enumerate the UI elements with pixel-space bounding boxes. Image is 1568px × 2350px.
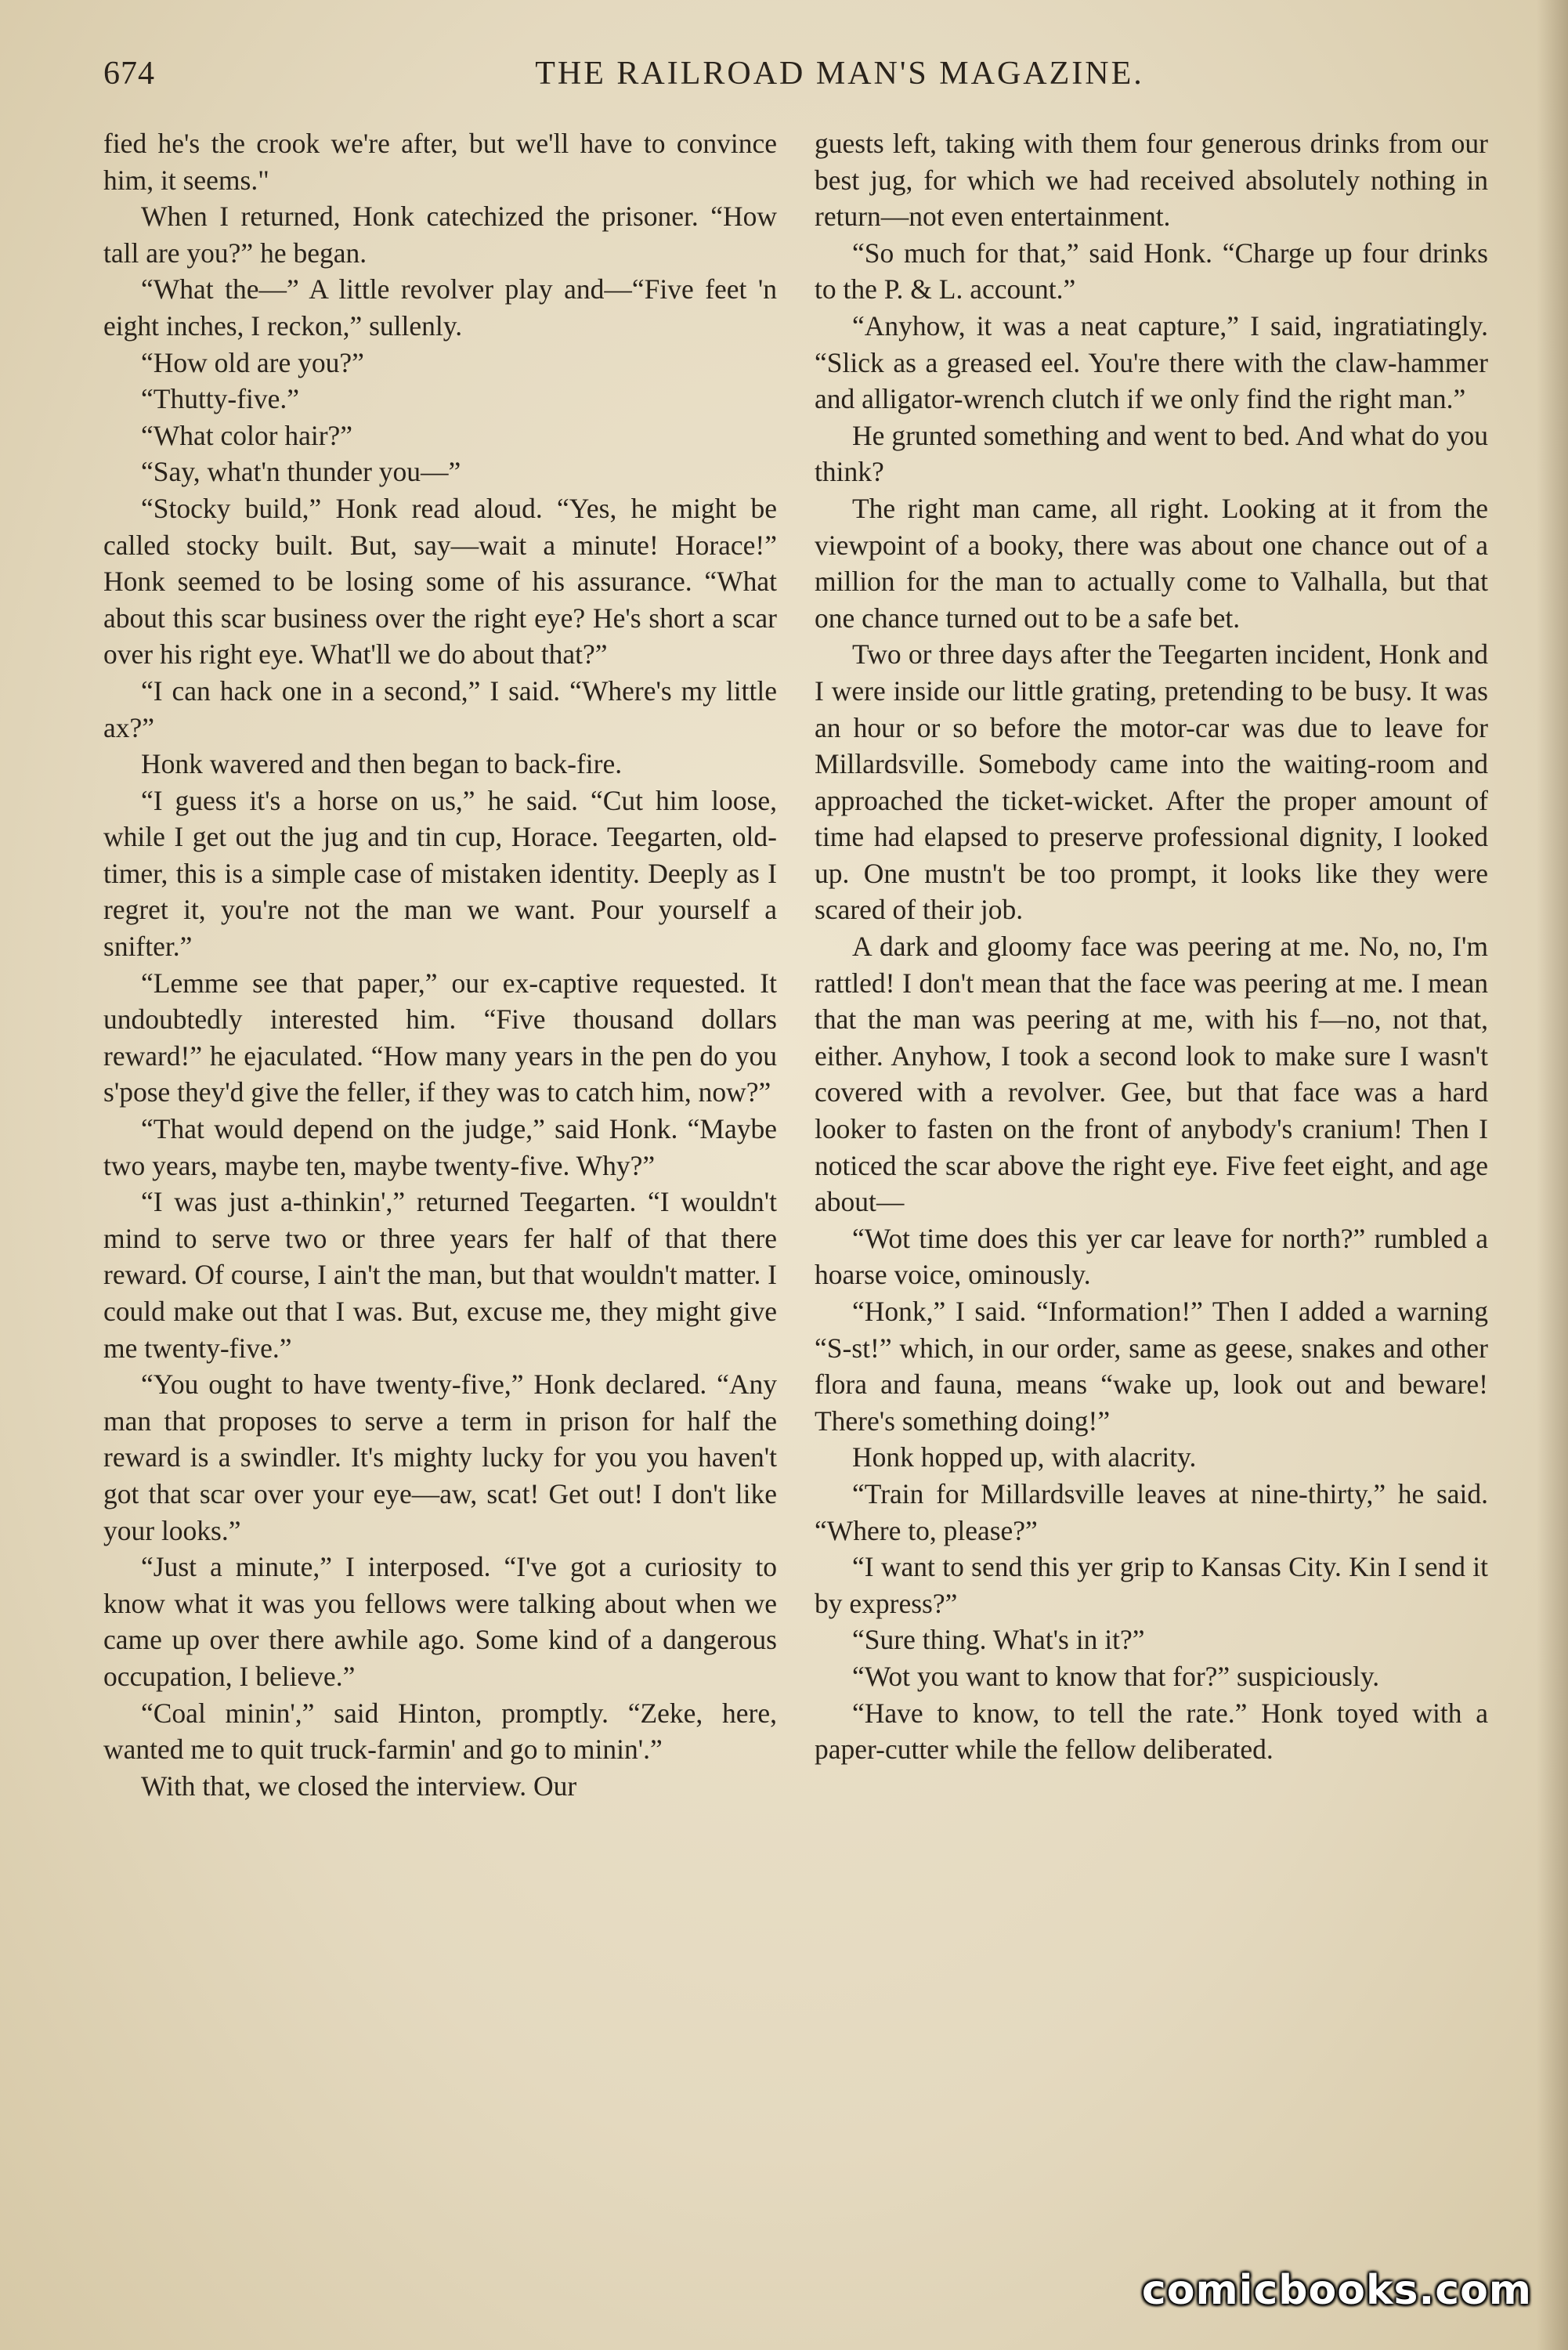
paragraph: “Anyhow, it was a neat capture,” I said, ingratiatingly. “Slick as a greased eel. You're there with the claw-hammer and alligator-wrench clutch if we only find the right man.” — [815, 309, 1488, 415]
paragraph: When I returned, Honk catechized the prisoner. “How tall are you?” he began. — [103, 201, 777, 269]
paragraph: guests left, taking with them four generous drinks from our best jug, for which we had received absolutely nothing in return—not even entertainment. — [815, 128, 1488, 233]
paragraph: “You ought to have twenty-five,” Honk declared. “Any man that proposes to serve a term in prison for half the reward is a swindler. It's mighty lucky for you you haven't got that scar over your eye—aw, scat! Get out! I don't like your looks.” — [103, 1368, 777, 1546]
paragraph: “I want to send this yer grip to Kansas City. Kin I send it by express?” — [815, 1551, 1488, 1619]
paragraph: “Coal minin',” said Hinton, promptly. “Zeke, here, wanted me to quit truck-farmin' and go to minin'.” — [103, 1697, 777, 1766]
paragraph: “Lemme see that paper,” our ex-captive requested. It undoubtedly interested him. “Five thousand dollars reward!” he ejaculated. “How many years in the pen do you s'pose they'd give the feller, if they was to catch him, now?” — [103, 967, 777, 1108]
page-edge-shadow — [1537, 0, 1568, 2350]
left-column — [103, 125, 777, 1804]
site-watermark: comicbooks.com — [1141, 2267, 1532, 2314]
magazine-title: THE RAILROAD MAN'S MAGAZINE. — [535, 56, 1144, 92]
paragraph: The right man came, all right. Looking at it from the viewpoint of a booky, there was about one chance out of a million for the man to actually come to Valhalla, but that one chance turned out to be a safe bet. — [815, 492, 1488, 634]
paragraph: “What color hair?” — [141, 419, 353, 451]
page-number: 674 — [103, 56, 155, 92]
paragraph: “Sure thing. What's in it?” — [852, 1624, 1145, 1656]
paragraph: “Say, what'n thunder you—” — [141, 456, 461, 488]
paragraph: “That would depend on the judge,” said Honk. “Maybe two years, maybe ten, maybe twenty-five. Why?” — [103, 1113, 777, 1181]
paragraph: “Wot you want to know that for?” suspiciously. — [852, 1660, 1380, 1692]
paragraph: “I can hack one in a second,” I said. “Where's my little ax?” — [103, 674, 777, 743]
paragraph: “Wot time does this yer car leave for north?” rumbled a hoarse voice, ominously. — [815, 1222, 1488, 1291]
paragraph: “Just a minute,” I interposed. “I've got a curiosity to know what it was you fellows were talking about when we came up over there awhile ago. Some kind of a dangerous occupation, I believe.” — [103, 1551, 777, 1692]
paragraph: “So much for that,” said Honk. “Charge up four drinks to the P. & L. account.” — [815, 237, 1488, 306]
paragraph: “I guess it's a horse on us,” he said. “Cut him loose, while I get out the jug and tin cup, Horace. Teegarten, old-timer, this is a simple case of mistaken identity. Deeply as I regret it, you're not the man we want. Pour yourself a snifter.” — [103, 784, 777, 963]
paragraph: Two or three days after the Teegarten incident, Honk and I were inside our little grating, pretending to be busy. It was an hour or so before the motor-car was due to leave for Millardsville. Somebody came into the waiting-room and approached the ticket-wicket. After the proper amount of time had elapsed to preserve professional dignity, I looked up. One mustn't be too prompt, it looks like they were scared of their job. — [815, 638, 1488, 926]
paragraph: “Honk,” I said. “Information!” Then I added a warning “S-st!” which, in our order, same as geese, snakes and other flora and fauna, means “wake up, look out and beware! There's something doing!” — [815, 1296, 1488, 1437]
paragraph: Honk wavered and then began to back-fire. — [141, 748, 623, 780]
page-header — [103, 49, 1482, 103]
paragraph: He grunted something and went to bed. And what do you think? — [815, 419, 1488, 488]
right-column — [815, 125, 1488, 1768]
paragraph: “Stocky build,” Honk read aloud. “Yes, he might be called stocky built. But, say—wait a minute! Horace!” Honk seemed to be losing some of his assurance. “What about this scar business over the right eye? He's short a scar over his right eye. What'll we do about that?” — [103, 492, 777, 671]
paragraph: Honk hopped up, with alacrity. — [852, 1441, 1197, 1473]
paragraph: “What the—” A little revolver play and—“Five feet 'n eight inches, I reckon,” sullenly. — [103, 273, 777, 342]
paragraph: fied he's the crook we're after, but we'll have to convince him, it seems." — [103, 128, 777, 196]
paragraph: With that, we closed the interview. Our — [141, 1770, 577, 1802]
paragraph: “Thutty-five.” — [141, 383, 300, 415]
paragraph: “Train for Millardsville leaves at nine-thirty,” he said. “Where to, please?” — [815, 1477, 1488, 1546]
paragraph: A dark and gloomy face was peering at me. No, no, I'm rattled! I don't mean that the face was peering at me. I mean that the man was peering at me, with his f—no, not that, either. Anyhow, I took a second look to make sure I wasn't covered with a revolver. Gee, but that face was a hard looker to fasten on the front of anybody's cranium! Then I noticed the scar above the right eye. Five feet eight, and age about— — [815, 931, 1488, 1218]
paragraph: “How old are you?” — [141, 346, 364, 378]
paragraph: “I was just a-thinkin',” returned Teegarten. “I wouldn't mind to serve two or three years fer half of that there reward. Of course, I ain't the man, but that wouldn't matter. I could make out that I was. But, excuse me, they might give me twenty-five.” — [103, 1186, 777, 1364]
paragraph: “Have to know, to tell the rate.” Honk toyed with a paper-cutter while the fellow deliberated. — [815, 1697, 1488, 1766]
